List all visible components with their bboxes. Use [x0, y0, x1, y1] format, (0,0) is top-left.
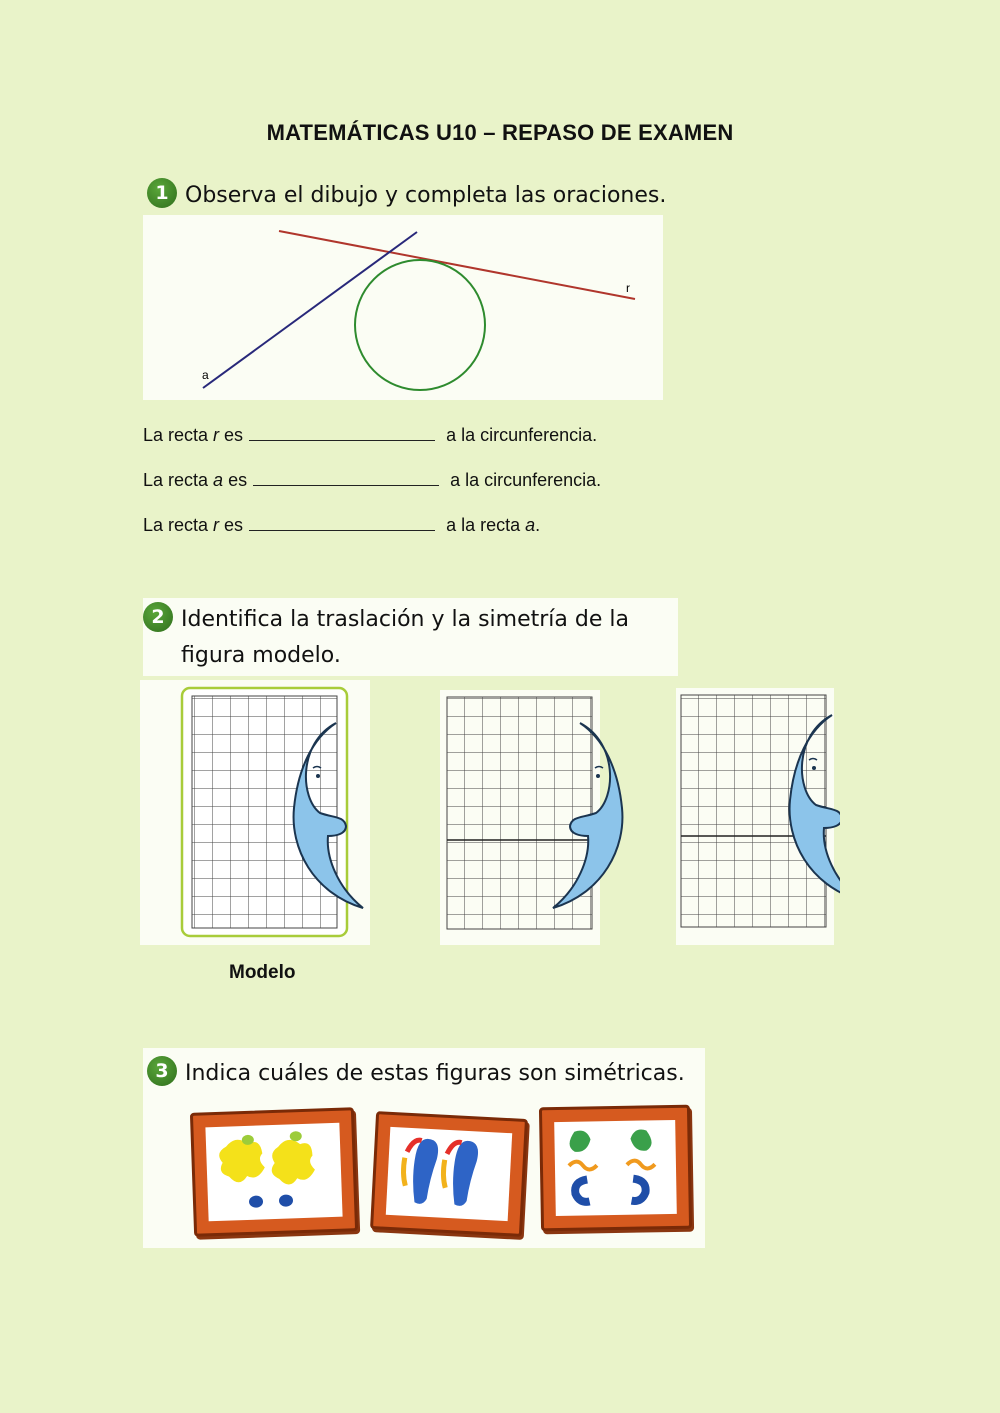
exercise-2-instruction: Identifica la traslación y la simetría de la figura modelo.: [181, 607, 629, 668]
exercise-3-number: 3: [147, 1056, 177, 1086]
exercise-3-header: [147, 1056, 685, 1092]
answer-blank-2[interactable]: [253, 471, 439, 486]
picture-frame-1[interactable]: [190, 1107, 358, 1237]
lines-circle-figure: [143, 215, 663, 400]
yellow-shapes-picture: [205, 1123, 336, 1215]
sentence-1: La recta r es a la circunferencia.: [143, 425, 598, 445]
answer-blank-1[interactable]: [249, 426, 435, 441]
model-label: Modelo: [229, 962, 296, 983]
exercise-1-number: 1: [147, 178, 177, 208]
label-a: a: [202, 368, 209, 382]
picture-frame-3[interactable]: [539, 1105, 692, 1232]
label-r: r: [626, 281, 630, 295]
moon-grids-figure: [140, 680, 840, 945]
sentence-3: La recta r es a la recta a.: [143, 515, 541, 535]
exercise-2-header: [143, 602, 629, 674]
sentence-2: La recta a es a la circunferencia.: [143, 470, 602, 490]
exercise-3-instruction: Indica cuáles de estas figuras son simétricas.: [185, 1061, 685, 1086]
picture-frame-2[interactable]: [370, 1111, 528, 1237]
exercise-2-number: 2: [143, 602, 173, 632]
page-title: MATEMÁTICAS U10 – REPASO DE EXAMEN: [266, 120, 734, 145]
footprints-picture: [386, 1127, 506, 1215]
answer-blank-3[interactable]: [249, 516, 435, 531]
exercise-1-header: [147, 178, 666, 214]
shapes-picture: [554, 1120, 671, 1210]
exercise-1-instruction: Observa el dibujo y completa las oraciones.: [185, 183, 667, 208]
